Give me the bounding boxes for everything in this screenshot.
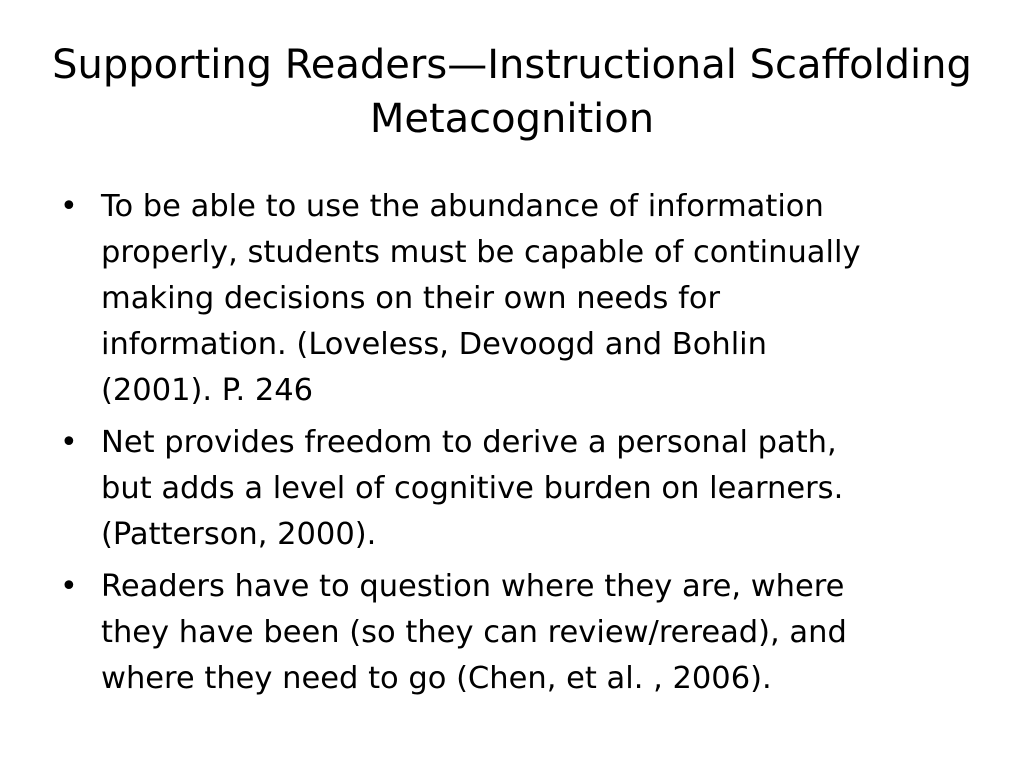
bullet-icon: • [60,425,78,460]
bullet-text-line: they have been (so they can review/reread), and [101,615,847,650]
bullet-text-line: properly, students must be capable of continually [101,235,861,270]
bullet-list [58,184,978,708]
bullet-item [58,564,978,702]
bullet-text-line: information. (Loveless, Devoogd and Bohlin [101,327,767,362]
bullet-item [58,184,978,414]
bullet-icon: • [60,189,78,224]
slide-title-line: Supporting Readers—Instructional Scaffolding [52,42,972,88]
slide-title [20,38,1004,146]
bullet-text-line: (Patterson, 2000). [101,517,377,552]
slide-title-line: Metacognition [369,96,655,142]
bullet-text-line: To be able to use the abundance of information [101,189,824,224]
bullet-text-line: Net provides freedom to derive a personal path, [101,425,837,460]
bullet-text-line: making decisions on their own needs for [101,281,721,316]
bullet-icon: • [60,569,78,604]
bullet-text-line: but adds a level of cognitive burden on learners. [101,471,844,506]
bullet-item [58,420,978,558]
bullet-text-line: where they need to go (Chen, et al. , 2006). [101,661,772,696]
bullet-text-line: Readers have to question where they are, where [101,569,845,604]
bullet-text-line: (2001). P. 246 [101,373,314,408]
